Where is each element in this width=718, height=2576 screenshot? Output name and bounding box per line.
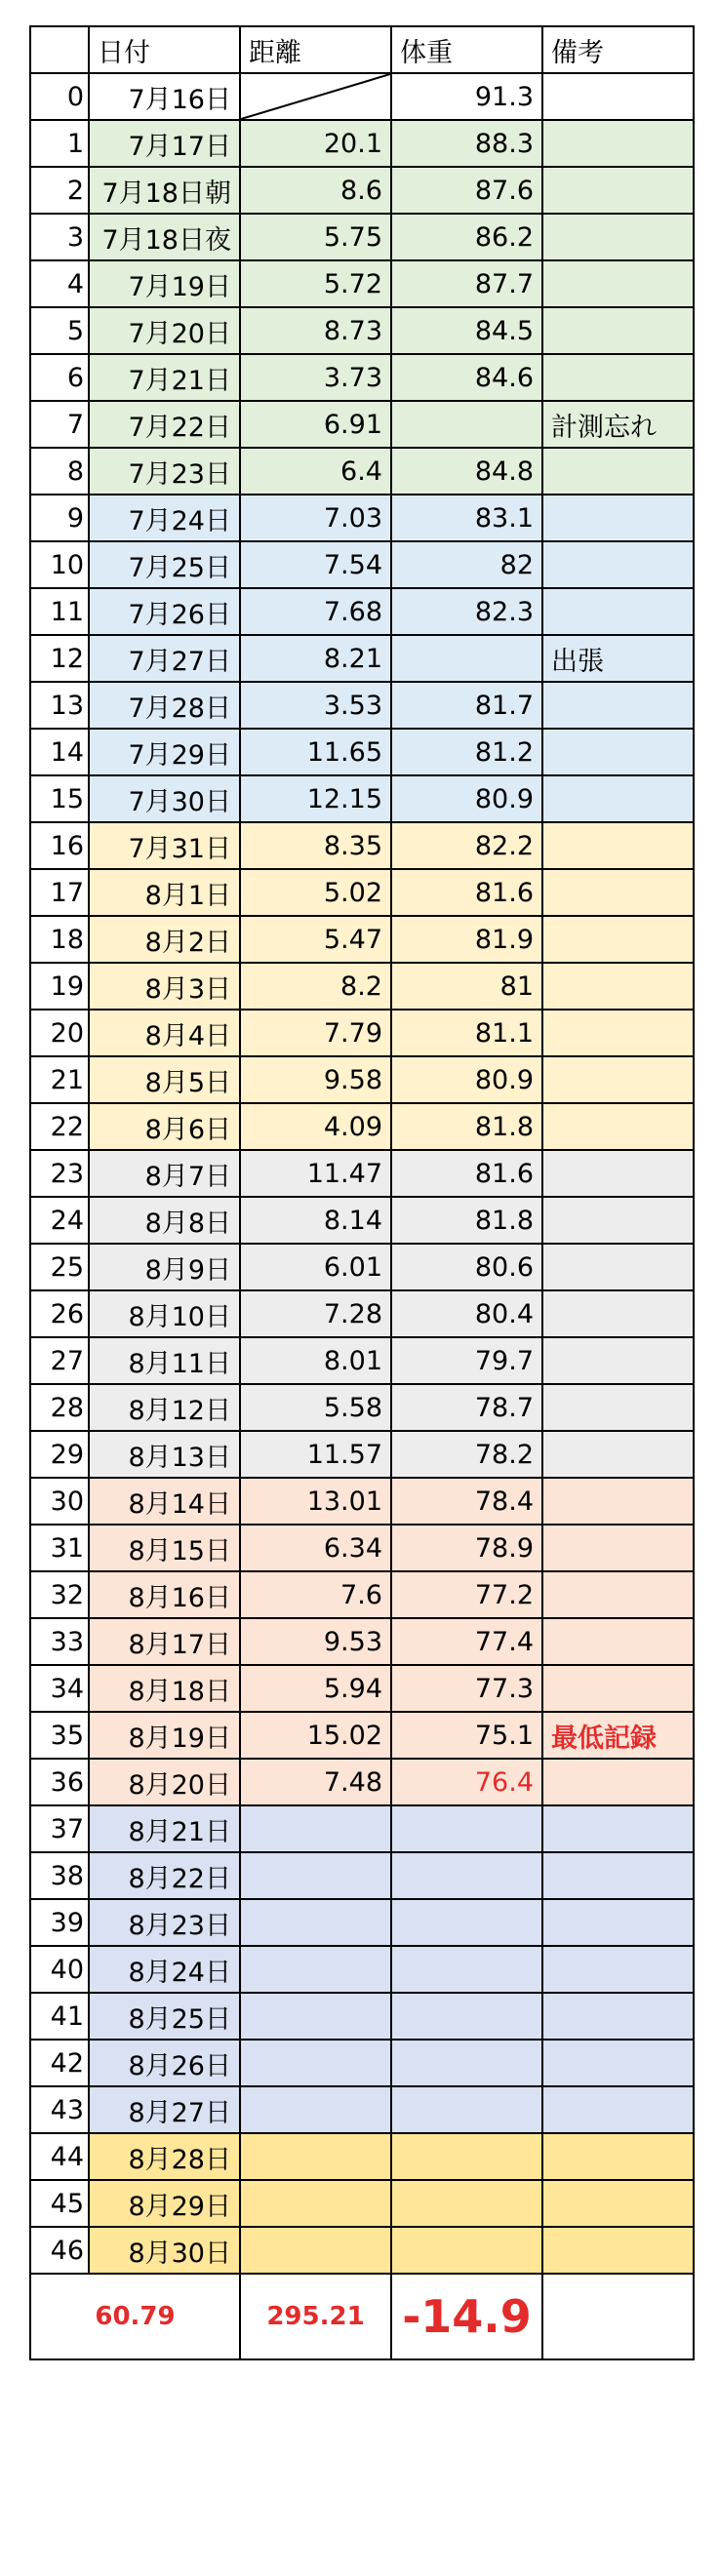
weight-cell[interactable]: 81.6	[391, 869, 542, 916]
table-row	[30, 2086, 694, 2133]
date-cell[interactable]: 8月19日	[89, 1712, 240, 1759]
note-cell[interactable]	[542, 2086, 694, 2133]
table-row	[30, 1337, 694, 1384]
table-row	[30, 1431, 694, 1478]
date-cell[interactable]: 8月29日	[89, 2180, 240, 2227]
row-index-cell[interactable]: 5	[30, 307, 89, 354]
table-row	[30, 963, 694, 1010]
date-cell[interactable]: 8月15日	[89, 1525, 240, 1571]
row-index-cell[interactable]: 40	[30, 1946, 89, 1993]
weight-cell[interactable]	[391, 1899, 542, 1946]
note-cell[interactable]	[542, 354, 694, 401]
table-row	[30, 1665, 694, 1712]
table-row	[30, 260, 694, 307]
date-cell[interactable]: 8月28日	[89, 2133, 240, 2180]
table-row	[30, 1290, 694, 1337]
date-cell[interactable]: 7月19日	[89, 260, 240, 307]
row-index-cell[interactable]: 23	[30, 1150, 89, 1197]
distance-cell[interactable]: 8.01	[240, 1337, 391, 1384]
distance-cell[interactable]	[240, 2227, 391, 2274]
date-cell[interactable]: 8月26日	[89, 2040, 240, 2086]
note-cell[interactable]: 出張	[542, 635, 694, 682]
distance-cell[interactable]	[240, 2180, 391, 2227]
note-cell[interactable]	[542, 1852, 694, 1899]
table-row	[30, 916, 694, 963]
table-row	[30, 588, 694, 635]
table-row	[30, 775, 694, 822]
note-cell[interactable]	[542, 2180, 694, 2227]
table-row	[30, 214, 694, 260]
table-row	[30, 1571, 694, 1618]
total-sum-b[interactable]: 295.21	[240, 2274, 391, 2359]
date-cell[interactable]: 7月26日	[89, 588, 240, 635]
table-row	[30, 448, 694, 495]
date-cell[interactable]: 7月25日	[89, 541, 240, 588]
distance-cell[interactable]: 4.09	[240, 1103, 391, 1150]
note-cell[interactable]	[542, 495, 694, 541]
distance-cell[interactable]: 5.58	[240, 1384, 391, 1431]
row-index-cell[interactable]: 17	[30, 869, 89, 916]
note-cell[interactable]	[542, 1103, 694, 1150]
note-cell[interactable]	[542, 729, 694, 775]
weight-cell[interactable]	[391, 1852, 542, 1899]
date-cell[interactable]: 7月22日	[89, 401, 240, 448]
table-row	[30, 1805, 694, 1852]
row-index-cell[interactable]: 12	[30, 635, 89, 682]
row-index-cell[interactable]: 34	[30, 1665, 89, 1712]
note-cell[interactable]	[542, 869, 694, 916]
note-cell[interactable]	[542, 73, 694, 120]
table-row	[30, 682, 694, 729]
note-cell[interactable]	[542, 307, 694, 354]
note-cell[interactable]	[542, 1478, 694, 1525]
row-index-cell[interactable]: 26	[30, 1290, 89, 1337]
diagonal-line	[241, 74, 390, 119]
weight-cell[interactable]: 81.8	[391, 1197, 542, 1244]
row-index-cell[interactable]: 31	[30, 1525, 89, 1571]
row-index-cell[interactable]: 2	[30, 167, 89, 214]
note-cell[interactable]	[542, 167, 694, 214]
row-index-cell[interactable]: 30	[30, 1478, 89, 1525]
weight-cell[interactable]: 88.3	[391, 120, 542, 167]
table-row	[30, 120, 694, 167]
note-cell[interactable]: 最低記録	[542, 1712, 694, 1759]
row-index-cell[interactable]: 42	[30, 2040, 89, 2086]
weight-cell[interactable]: 81.8	[391, 1103, 542, 1150]
note-cell[interactable]	[542, 916, 694, 963]
table-row	[30, 1852, 694, 1899]
table-row	[30, 541, 694, 588]
row-index-cell[interactable]: 13	[30, 682, 89, 729]
note-cell[interactable]	[542, 1197, 694, 1244]
weight-cell[interactable]: 87.7	[391, 260, 542, 307]
row-index-cell[interactable]: 1	[30, 120, 89, 167]
row-index-cell[interactable]: 27	[30, 1337, 89, 1384]
note-cell[interactable]	[542, 1384, 694, 1431]
row-index-cell[interactable]: 43	[30, 2086, 89, 2133]
table-row	[30, 73, 694, 120]
note-cell[interactable]	[542, 1759, 694, 1805]
date-cell[interactable]: 7月17日	[89, 120, 240, 167]
weight-cell[interactable]: 78.4	[391, 1478, 542, 1525]
table-row	[30, 1010, 694, 1056]
distance-cell[interactable]: 5.75	[240, 214, 391, 260]
distance-cell[interactable]	[240, 1805, 391, 1852]
note-cell[interactable]	[542, 2040, 694, 2086]
table-row	[30, 1197, 694, 1244]
distance-cell[interactable]: 7.03	[240, 495, 391, 541]
note-cell[interactable]	[542, 1665, 694, 1712]
weight-cell[interactable]	[391, 1993, 542, 2040]
weight-cell[interactable]: 81.9	[391, 916, 542, 963]
date-cell[interactable]: 8月17日	[89, 1618, 240, 1665]
row-index-cell[interactable]: 24	[30, 1197, 89, 1244]
table-row	[30, 729, 694, 775]
table-row	[30, 1899, 694, 1946]
table-row	[30, 1103, 694, 1150]
distance-cell[interactable]: 8.73	[240, 307, 391, 354]
note-cell[interactable]	[542, 1244, 694, 1290]
total-sum-a[interactable]: 60.79	[30, 2274, 240, 2359]
date-cell[interactable]: 7月27日	[89, 635, 240, 682]
date-cell[interactable]: 7月24日	[89, 495, 240, 541]
note-cell[interactable]	[542, 2227, 694, 2274]
row-index-cell[interactable]: 46	[30, 2227, 89, 2274]
table-row	[30, 1618, 694, 1665]
row-index-cell[interactable]: 36	[30, 1759, 89, 1805]
weight-log-table	[29, 25, 695, 2360]
row-index-cell[interactable]: 16	[30, 822, 89, 869]
row-index-cell[interactable]: 6	[30, 354, 89, 401]
distance-cell[interactable]: 3.73	[240, 354, 391, 401]
distance-cell[interactable]: 6.01	[240, 1244, 391, 1290]
distance-cell[interactable]: 20.1	[240, 120, 391, 167]
date-cell[interactable]: 8月4日	[89, 1010, 240, 1056]
weight-cell[interactable]	[391, 635, 542, 682]
row-index-cell[interactable]: 11	[30, 588, 89, 635]
note-cell[interactable]	[542, 1525, 694, 1571]
distance-cell[interactable]: 8.2	[240, 963, 391, 1010]
table-row	[30, 1244, 694, 1290]
distance-cell[interactable]: 8.6	[240, 167, 391, 214]
row-index-cell[interactable]: 44	[30, 2133, 89, 2180]
weight-cell[interactable]: 78.7	[391, 1384, 542, 1431]
row-index-cell[interactable]: 37	[30, 1805, 89, 1852]
row-index-cell[interactable]: 21	[30, 1056, 89, 1103]
row-index-cell[interactable]: 39	[30, 1899, 89, 1946]
total-note-cell[interactable]	[542, 2274, 694, 2359]
row-index-cell[interactable]: 25	[30, 1244, 89, 1290]
weight-cell[interactable]: 83.1	[391, 495, 542, 541]
note-cell[interactable]	[542, 1993, 694, 2040]
note-cell[interactable]	[542, 1618, 694, 1665]
date-cell[interactable]: 8月5日	[89, 1056, 240, 1103]
table-row	[30, 2133, 694, 2180]
weight-cell[interactable]	[391, 2180, 542, 2227]
table-row	[30, 1712, 694, 1759]
table-row	[30, 869, 694, 916]
row-index-cell[interactable]: 33	[30, 1618, 89, 1665]
distance-cell[interactable]: 8.35	[240, 822, 391, 869]
note-cell[interactable]	[542, 1010, 694, 1056]
weight-cell[interactable]: 79.7	[391, 1337, 542, 1384]
table-row	[30, 1993, 694, 2040]
date-cell[interactable]: 8月3日	[89, 963, 240, 1010]
note-cell[interactable]	[542, 682, 694, 729]
distance-cell[interactable]: 11.65	[240, 729, 391, 775]
distance-cell[interactable]: 7.28	[240, 1290, 391, 1337]
distance-cell[interactable]: 3.53	[240, 682, 391, 729]
weight-cell[interactable]: 78.9	[391, 1525, 542, 1571]
date-cell[interactable]: 7月30日	[89, 775, 240, 822]
distance-cell[interactable]: 6.34	[240, 1525, 391, 1571]
note-cell[interactable]: 計測忘れ	[542, 401, 694, 448]
distance-cell[interactable]	[240, 1852, 391, 1899]
row-index-cell[interactable]: 9	[30, 495, 89, 541]
row-index-cell[interactable]: 10	[30, 541, 89, 588]
distance-cell[interactable]	[240, 2040, 391, 2086]
table-row	[30, 1946, 694, 1993]
row-index-cell[interactable]: 41	[30, 1993, 89, 2040]
table-row	[30, 1150, 694, 1197]
date-cell[interactable]: 7月23日	[89, 448, 240, 495]
distance-cell[interactable]: 8.14	[240, 1197, 391, 1244]
weight-cell[interactable]: 77.2	[391, 1571, 542, 1618]
row-index-cell[interactable]: 7	[30, 401, 89, 448]
weight-cell[interactable]: 86.2	[391, 214, 542, 260]
note-cell[interactable]	[542, 822, 694, 869]
date-cell[interactable]: 8月11日	[89, 1337, 240, 1384]
distance-cell[interactable]	[240, 1946, 391, 1993]
distance-cell[interactable]: 13.01	[240, 1478, 391, 1525]
distance-cell[interactable]: 8.21	[240, 635, 391, 682]
weight-cell[interactable]: 87.6	[391, 167, 542, 214]
note-cell[interactable]	[542, 1290, 694, 1337]
date-cell[interactable]: 7月31日	[89, 822, 240, 869]
distance-cell[interactable]: 5.72	[240, 260, 391, 307]
table-row	[30, 307, 694, 354]
header-row	[30, 26, 694, 73]
note-cell[interactable]	[542, 588, 694, 635]
header-weight[interactable]: 体重	[391, 26, 542, 73]
distance-cell[interactable]: 6.4	[240, 448, 391, 495]
distance-cell[interactable]: 5.02	[240, 869, 391, 916]
distance-cell[interactable]: 7.48	[240, 1759, 391, 1805]
distance-cell[interactable]: 7.54	[240, 541, 391, 588]
row-index-cell[interactable]: 35	[30, 1712, 89, 1759]
weight-cell[interactable]: 82.3	[391, 588, 542, 635]
date-cell[interactable]: 7月28日	[89, 682, 240, 729]
distance-cell[interactable]: 6.91	[240, 401, 391, 448]
date-cell[interactable]: 8月14日	[89, 1478, 240, 1525]
distance-cell[interactable]	[240, 2133, 391, 2180]
distance-cell[interactable]	[240, 1993, 391, 2040]
row-index-cell[interactable]: 22	[30, 1103, 89, 1150]
distance-cell[interactable]: 7.6	[240, 1571, 391, 1618]
date-cell[interactable]: 7月29日	[89, 729, 240, 775]
distance-cell[interactable]: 15.02	[240, 1712, 391, 1759]
note-cell[interactable]	[542, 1899, 694, 1946]
note-cell[interactable]	[542, 1337, 694, 1384]
weight-cell[interactable]	[391, 401, 542, 448]
date-cell[interactable]: 8月24日	[89, 1946, 240, 1993]
weight-cell[interactable]: 77.4	[391, 1618, 542, 1665]
table-row	[30, 2180, 694, 2227]
date-cell[interactable]: 8月13日	[89, 1431, 240, 1478]
distance-cell[interactable]	[240, 1899, 391, 1946]
table-row	[30, 822, 694, 869]
header-distance[interactable]: 距離	[240, 26, 391, 73]
row-index-cell[interactable]: 18	[30, 916, 89, 963]
note-cell[interactable]	[542, 1431, 694, 1478]
row-index-cell[interactable]: 45	[30, 2180, 89, 2227]
row-index-cell[interactable]: 3	[30, 214, 89, 260]
row-index-cell[interactable]: 20	[30, 1010, 89, 1056]
date-cell[interactable]: 8月2日	[89, 916, 240, 963]
weight-cell[interactable]: 81.7	[391, 682, 542, 729]
table-row	[30, 1525, 694, 1571]
date-cell[interactable]: 7月18日朝	[89, 167, 240, 214]
weight-cell[interactable]	[391, 2133, 542, 2180]
table-row	[30, 1384, 694, 1431]
weight-cell[interactable]: 81.1	[391, 1010, 542, 1056]
date-cell[interactable]: 8月12日	[89, 1384, 240, 1431]
date-cell[interactable]: 7月18日夜	[89, 214, 240, 260]
row-index-cell[interactable]: 38	[30, 1852, 89, 1899]
row-index-cell[interactable]: 15	[30, 775, 89, 822]
row-index-cell[interactable]: 29	[30, 1431, 89, 1478]
distance-cell[interactable]: 9.53	[240, 1618, 391, 1665]
table-row	[30, 1759, 694, 1805]
note-cell[interactable]	[542, 1805, 694, 1852]
date-cell[interactable]: 7月21日	[89, 354, 240, 401]
table-row	[30, 1056, 694, 1103]
weight-cell[interactable]: 82	[391, 541, 542, 588]
weight-cell[interactable]: 76.4	[391, 1759, 542, 1805]
date-cell[interactable]: 8月8日	[89, 1197, 240, 1244]
spreadsheet	[29, 25, 695, 2360]
date-cell[interactable]: 8月10日	[89, 1290, 240, 1337]
note-cell[interactable]	[542, 260, 694, 307]
weight-cell[interactable]: 82.2	[391, 822, 542, 869]
table-row	[30, 354, 694, 401]
row-index-cell[interactable]: 0	[30, 73, 89, 120]
row-index-cell[interactable]: 19	[30, 963, 89, 1010]
total-weight-change[interactable]: -14.9	[391, 2274, 542, 2359]
weight-cell[interactable]	[391, 1805, 542, 1852]
date-cell[interactable]: 8月16日	[89, 1571, 240, 1618]
distance-cell[interactable]: 12.15	[240, 775, 391, 822]
header-date[interactable]: 日付	[89, 26, 240, 73]
distance-cell[interactable]: 9.58	[240, 1056, 391, 1103]
table-row	[30, 2040, 694, 2086]
weight-cell[interactable]: 80.4	[391, 1290, 542, 1337]
note-cell[interactable]	[542, 120, 694, 167]
weight-cell[interactable]: 80.9	[391, 1056, 542, 1103]
date-cell[interactable]: 8月20日	[89, 1759, 240, 1805]
weight-cell[interactable]: 81	[391, 963, 542, 1010]
weight-cell[interactable]: 80.9	[391, 775, 542, 822]
note-cell[interactable]	[542, 214, 694, 260]
distance-cell[interactable]: 7.68	[240, 588, 391, 635]
date-cell[interactable]: 8月23日	[89, 1899, 240, 1946]
note-cell[interactable]	[542, 1571, 694, 1618]
date-cell[interactable]: 8月25日	[89, 1993, 240, 2040]
weight-cell[interactable]: 78.2	[391, 1431, 542, 1478]
weight-cell[interactable]: 81.2	[391, 729, 542, 775]
note-cell[interactable]	[542, 1056, 694, 1103]
weight-cell[interactable]: 77.3	[391, 1665, 542, 1712]
totals-row	[30, 2274, 694, 2359]
note-cell[interactable]	[542, 2133, 694, 2180]
weight-cell[interactable]: 80.6	[391, 1244, 542, 1290]
date-cell[interactable]: 8月18日	[89, 1665, 240, 1712]
distance-cell[interactable]: 11.57	[240, 1431, 391, 1478]
note-cell[interactable]	[542, 775, 694, 822]
weight-cell[interactable]	[391, 2086, 542, 2133]
distance-cell[interactable]: 11.47	[240, 1150, 391, 1197]
date-cell[interactable]: 7月20日	[89, 307, 240, 354]
row-index-cell[interactable]: 4	[30, 260, 89, 307]
date-cell[interactable]: 8月21日	[89, 1805, 240, 1852]
date-cell[interactable]: 8月30日	[89, 2227, 240, 2274]
weight-cell[interactable]	[391, 2040, 542, 2086]
weight-cell[interactable]: 84.5	[391, 307, 542, 354]
date-cell[interactable]: 7月16日	[89, 73, 240, 120]
weight-cell[interactable]: 84.8	[391, 448, 542, 495]
note-cell[interactable]	[542, 1150, 694, 1197]
note-cell[interactable]	[542, 541, 694, 588]
weight-cell[interactable]: 84.6	[391, 354, 542, 401]
table-row	[30, 401, 694, 448]
table-row	[30, 167, 694, 214]
note-cell[interactable]	[542, 448, 694, 495]
weight-cell[interactable]	[391, 2227, 542, 2274]
date-cell[interactable]: 8月22日	[89, 1852, 240, 1899]
note-cell[interactable]	[542, 963, 694, 1010]
date-cell[interactable]: 8月9日	[89, 1244, 240, 1290]
distance-cell[interactable]: 5.47	[240, 916, 391, 963]
distance-cell[interactable]	[240, 73, 391, 120]
table-row	[30, 2227, 694, 2274]
weight-cell[interactable]: 81.6	[391, 1150, 542, 1197]
row-index-cell[interactable]: 14	[30, 729, 89, 775]
date-cell[interactable]: 8月6日	[89, 1103, 240, 1150]
row-index-cell[interactable]: 32	[30, 1571, 89, 1618]
date-cell[interactable]: 8月7日	[89, 1150, 240, 1197]
row-index-cell[interactable]: 28	[30, 1384, 89, 1431]
date-cell[interactable]: 8月27日	[89, 2086, 240, 2133]
date-cell[interactable]: 8月1日	[89, 869, 240, 916]
header-note[interactable]: 備考	[542, 26, 694, 73]
row-index-cell[interactable]: 8	[30, 448, 89, 495]
weight-cell[interactable]: 75.1	[391, 1712, 542, 1759]
weight-cell[interactable]	[391, 1946, 542, 1993]
weight-cell[interactable]: 91.3	[391, 73, 542, 120]
table-row	[30, 635, 694, 682]
note-cell[interactable]	[542, 1946, 694, 1993]
header-index[interactable]	[30, 26, 89, 73]
distance-cell[interactable]: 7.79	[240, 1010, 391, 1056]
distance-cell[interactable]	[240, 2086, 391, 2133]
table-row	[30, 495, 694, 541]
table-row	[30, 1478, 694, 1525]
distance-cell[interactable]: 5.94	[240, 1665, 391, 1712]
